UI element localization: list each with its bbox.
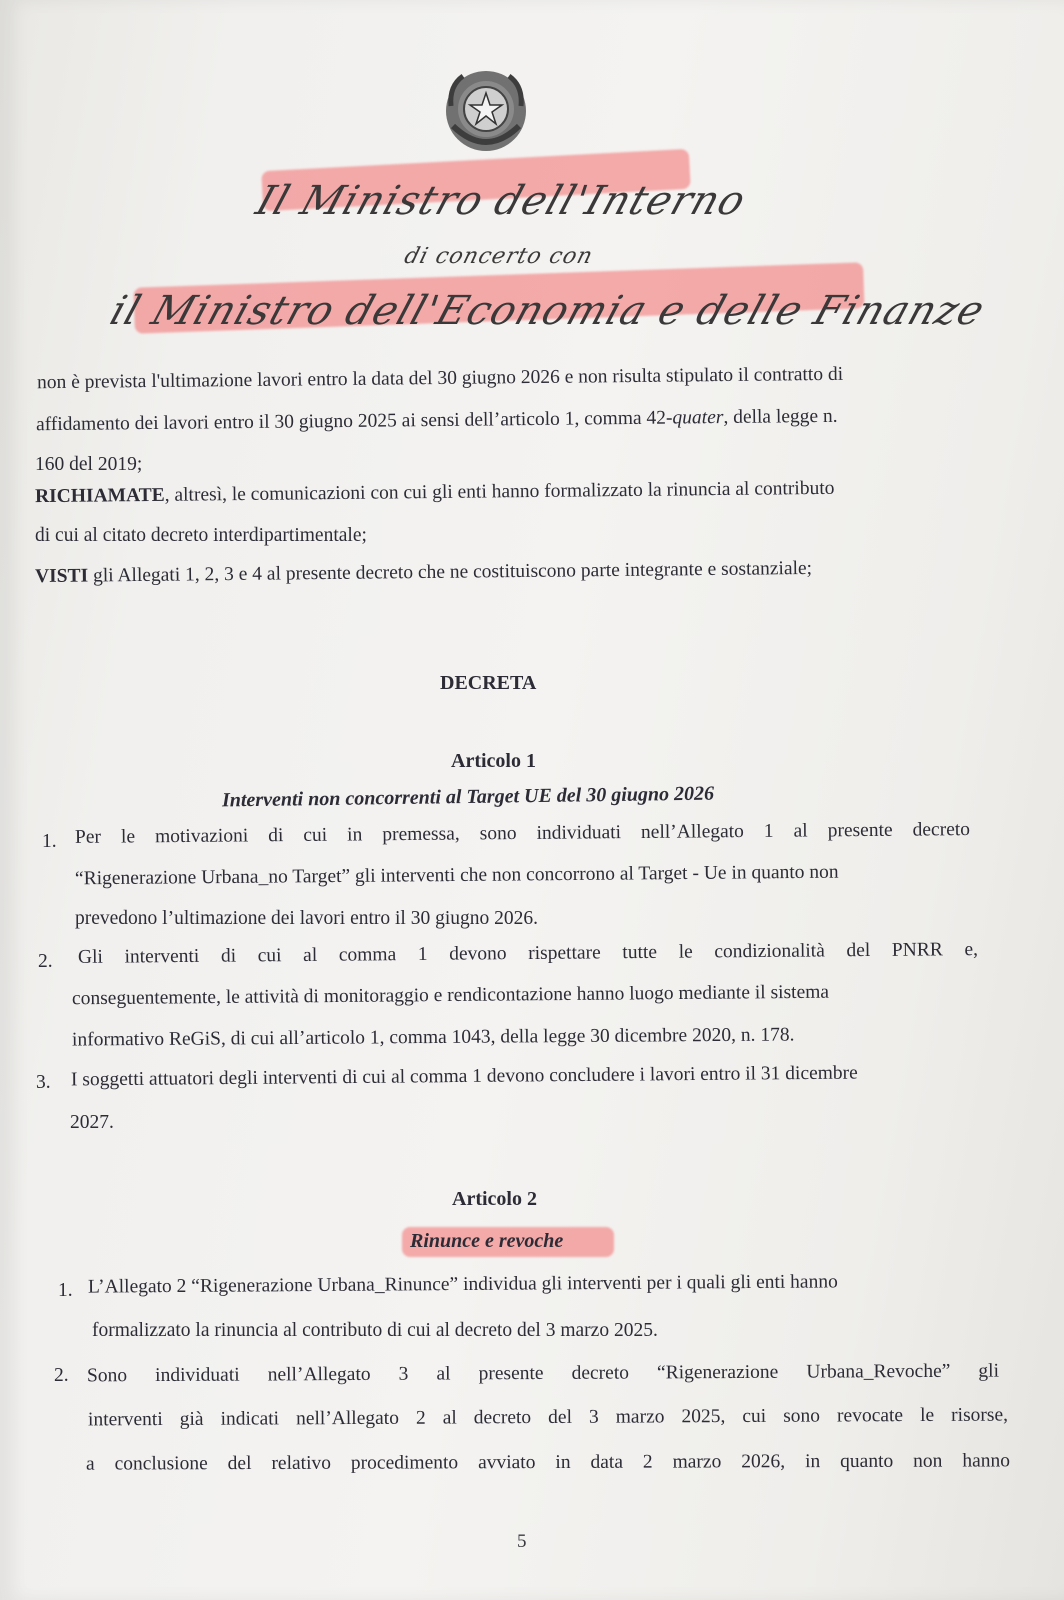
article-1-item-1-line: “Rigenerazione Urbana_no Target” gli interventi che non concorrono al Target - Ue in quanto non (74, 861, 839, 890)
article-1-subtitle: Interventi non concorrenti al Target UE del 30 giugno 2026 (221, 782, 715, 812)
article-1-item-1-line: prevedono l’ultimazione dei lavori entro il 30 giugno 2026. (75, 908, 539, 929)
item-number: 2. (54, 1365, 69, 1386)
premise-line: di cui al citato decreto interdipartimentale; (35, 525, 367, 546)
article-1-item-1-line: Per le motivazioni di cui in premessa, sono individuati nell’Allegato 1 al presente decreto (74, 819, 971, 848)
page-number: 5 (517, 1531, 527, 1552)
minister-title-interior: Il Ministro dell'Interno (250, 178, 752, 224)
premise-line: non è prevista l'ultimazione lavori entro la data del 30 giugno 2026 e non risulta stipulato il contratto di (36, 363, 844, 394)
premise-line: VISTI gli Allegati 1, 2, 3 e 4 al presente decreto che ne costituiscono parte integrante e sostanziale; (34, 557, 813, 588)
premise-line: 160 del 2019; (35, 454, 143, 475)
article-1-item-2-line: conseguentemente, le attività di monitoraggio e rendicontazione hanno luogo mediante il sistema (71, 981, 830, 1010)
article-2-subtitle: Rinunce e revoche (410, 1230, 564, 1252)
article-1-title: Articolo 1 (451, 750, 536, 772)
article-1-item-2-line: informativo ReGiS, di cui all’articolo 1, comma 1043, della legge 30 dicembre 2020, n. 178. (71, 1024, 795, 1051)
italian-republic-emblem-icon (441, 66, 531, 156)
decreta-heading: DECRETA (440, 672, 537, 694)
article-2-item-2-line: a conclusione del relativo procedimento avviato in data 2 marzo 2026, in quanto non hanno (85, 1450, 1011, 1475)
article-1-item-3-line: I soggetti attuatori degli interventi di cui al comma 1 devono concludere i lavori entro il 31 dicembre (70, 1062, 858, 1091)
article-1-item-2-line: Gli interventi di cui al comma 1 devono rispettare tutte le condizionalità del PNRR e, (77, 939, 979, 968)
article-2-item-2-line: interventi già indicati nell’Allegato 2 al decreto del 3 marzo 2025, cui sono revocate le risorse, (87, 1404, 1009, 1431)
article-1-item-3-line: 2027. (70, 1112, 114, 1133)
minister-title-economy: il Ministro dell'Economia e delle Finanze (104, 288, 991, 334)
item-number: 1. (42, 831, 57, 852)
item-number: 1. (58, 1280, 73, 1301)
premise-line: affidamento dei lavori entro il 30 giugno 2025 ai sensi dell’articolo 1, comma 42-quater, della legge n. (35, 405, 838, 436)
article-2-item-1-line: formalizzato la rinuncia al contributo di cui al decreto del 3 marzo 2025. (92, 1320, 658, 1341)
item-number: 3. (36, 1072, 51, 1093)
premise-line: RICHIAMATE, altresì, le comunicazioni con cui gli enti hanno formalizzato la rinuncia al contributo (34, 477, 835, 508)
item-number: 2. (38, 951, 53, 972)
concerto-text: di concerto con (401, 244, 596, 269)
article-2-title: Articolo 2 (452, 1188, 537, 1210)
article-2-item-2-line: Sono individuati nell’Allegato 3 al presente decreto “Rigenerazione Urbana_Revoche” gli (86, 1360, 1000, 1387)
article-2-item-1-line: L’Allegato 2 “Rigenerazione Urbana_Rinunce” individua gli interventi per i quali gli enti hanno (87, 1271, 838, 1298)
